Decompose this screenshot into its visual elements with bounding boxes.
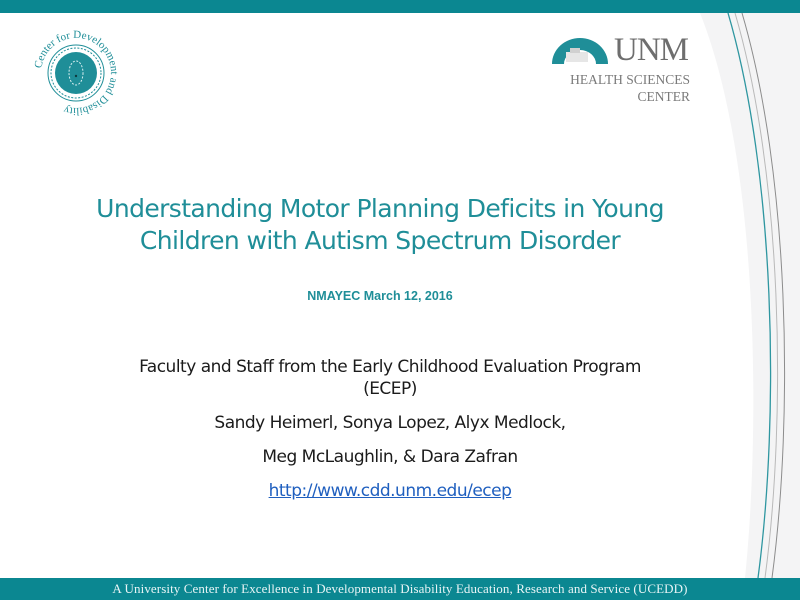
- slide-title-line-2: Children with Autism Spectrum Disorder: [139, 226, 621, 255]
- top-teal-bar: [0, 0, 800, 13]
- cdd-logo: [30, 30, 122, 116]
- footer-text: A University Center for Excellence in Developmental Disability Education, Research and Service (UCEDD): [112, 581, 688, 596]
- slide-title: [60, 193, 700, 257]
- footer-bar: [0, 578, 800, 600]
- presenter-names-1: Sandy Heimerl, Sonya Lopez, Alyx Medlock,: [214, 413, 566, 433]
- unm-hsc-logo: [550, 34, 690, 108]
- program-abbrev: (ECEP): [363, 379, 417, 399]
- presenters-block: [90, 356, 690, 502]
- unm-center: CENTER: [637, 89, 690, 104]
- unm-health-sciences: HEALTH SCIENCES: [570, 72, 690, 87]
- svg-text:Center for Development and Dis: Center for Development and Disability: [32, 30, 121, 116]
- presenter-names-2: Meg McLaughlin, & Dara Zafran: [262, 447, 518, 467]
- slide-subtitle: NMAYEC March 12, 2016: [307, 289, 453, 303]
- unm-arch-icon: [550, 34, 612, 70]
- unm-wordmark: UNM: [614, 32, 689, 68]
- ecep-website-link[interactable]: http://www.cdd.unm.edu/ecep: [268, 481, 512, 501]
- slide-title-line-1: Understanding Motor Planning Deficits in Young: [96, 194, 664, 223]
- program-line: Faculty and Staff from the Early Childhood Evaluation Program: [139, 357, 641, 377]
